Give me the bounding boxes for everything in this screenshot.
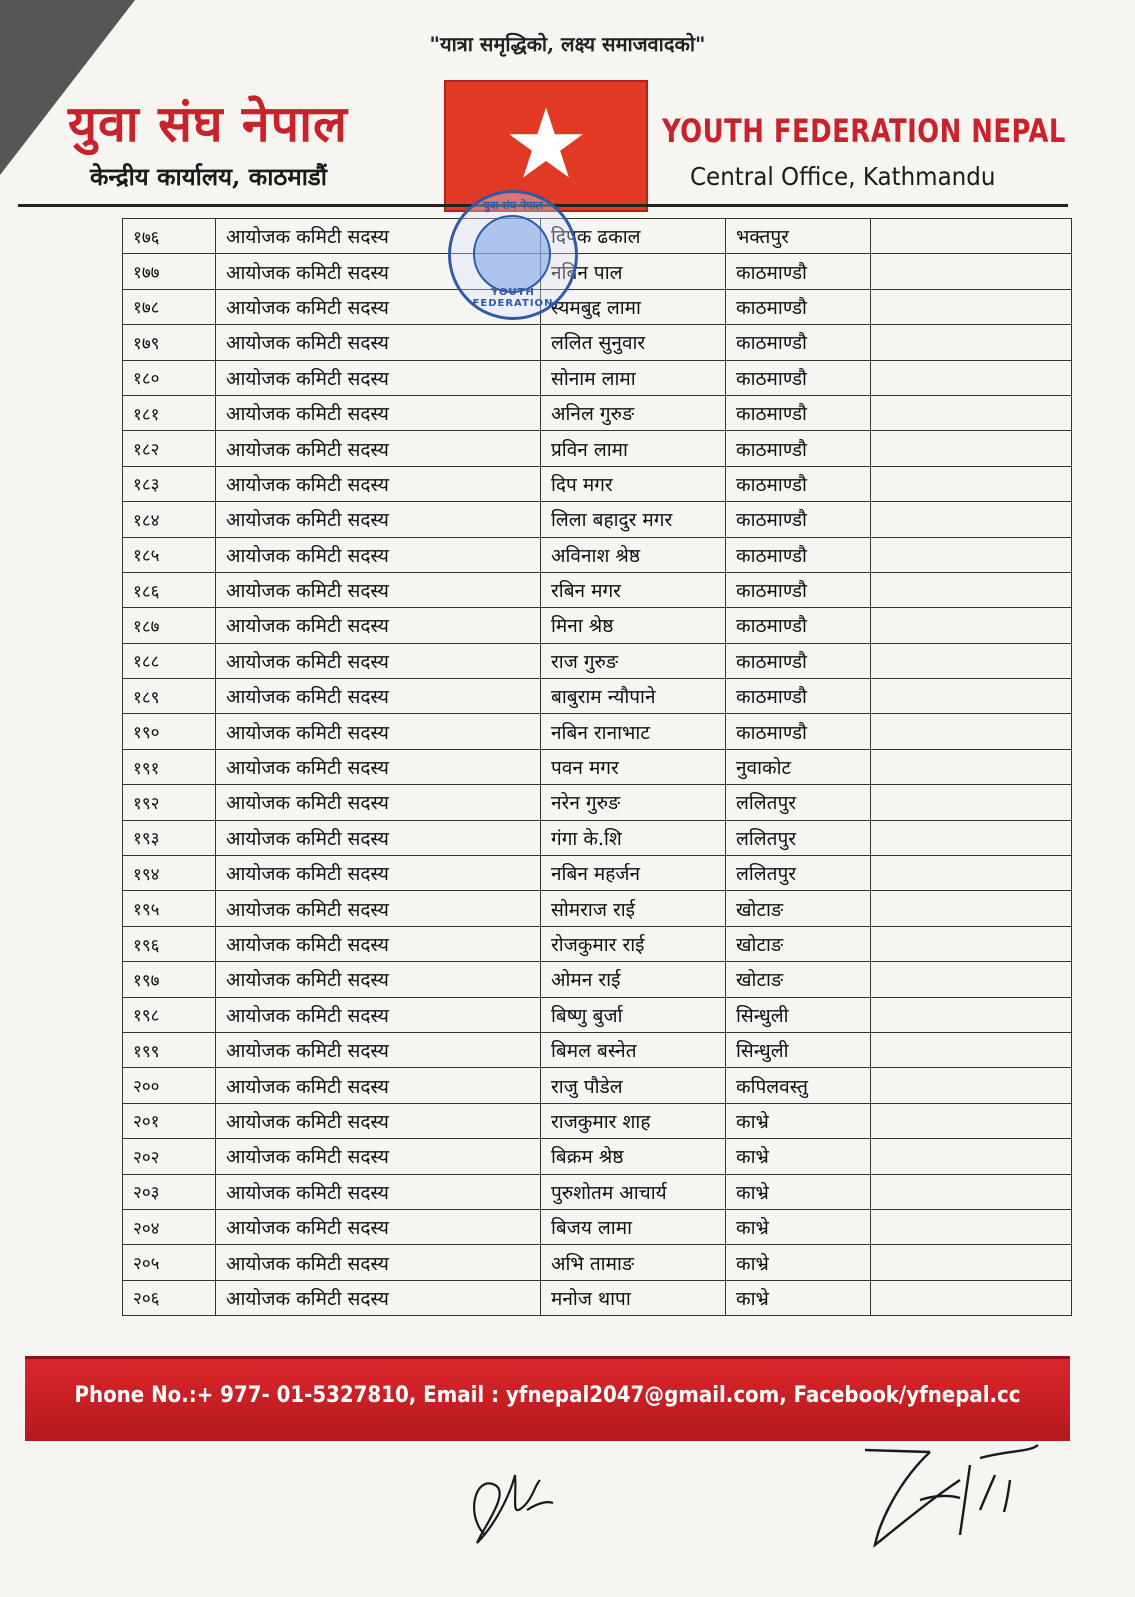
table-row bbox=[123, 1139, 1072, 1174]
row-role: आयोजक कमिटी सदस्य bbox=[216, 785, 541, 820]
row-district: खोटाङ bbox=[726, 891, 871, 926]
row-number: २०२ bbox=[123, 1139, 216, 1174]
row-role: आयोजक कमिटी सदस्य bbox=[216, 466, 541, 501]
row-name: सोनाम लामा bbox=[541, 360, 726, 395]
signature-left bbox=[455, 1455, 565, 1555]
row-blank bbox=[871, 1139, 1072, 1174]
row-name: ओमन राई bbox=[541, 962, 726, 997]
row-role: आयोजक कमिटी सदस्य bbox=[216, 1280, 541, 1315]
row-number: १९७ bbox=[123, 962, 216, 997]
row-number: १८३ bbox=[123, 466, 216, 501]
row-role: आयोजक कमिटी सदस्य bbox=[216, 1103, 541, 1138]
member-roster-table bbox=[122, 218, 1072, 1316]
table-row bbox=[123, 1280, 1072, 1315]
official-seal-stamp bbox=[448, 190, 578, 320]
table-row bbox=[123, 502, 1072, 537]
table-row bbox=[123, 1032, 1072, 1067]
table-row bbox=[123, 926, 1072, 961]
row-role: आयोजक कमिटी सदस्य bbox=[216, 608, 541, 643]
row-district: काभ्रे bbox=[726, 1139, 871, 1174]
row-number: १९२ bbox=[123, 785, 216, 820]
row-role: आयोजक कमिटी सदस्य bbox=[216, 395, 541, 430]
table-row bbox=[123, 537, 1072, 572]
row-name: अविनाश श्रेष्ठ bbox=[541, 537, 726, 572]
row-role: आयोजक कमिटी सदस्य bbox=[216, 997, 541, 1032]
row-number: २०० bbox=[123, 1068, 216, 1103]
row-blank bbox=[871, 325, 1072, 360]
row-name: मनोज थापा bbox=[541, 1280, 726, 1315]
row-name: प्रविन लामा bbox=[541, 431, 726, 466]
row-name: बाबुराम न्यौपाने bbox=[541, 679, 726, 714]
row-name: नबिन रानाभाट bbox=[541, 714, 726, 749]
row-blank bbox=[871, 643, 1072, 678]
row-name: दिपक ढकाल bbox=[541, 219, 726, 254]
row-district: काभ्रे bbox=[726, 1103, 871, 1138]
row-blank bbox=[871, 1068, 1072, 1103]
row-blank bbox=[871, 856, 1072, 891]
table-row bbox=[123, 856, 1072, 891]
row-name: बिमल बस्नेत bbox=[541, 1032, 726, 1067]
row-district: काठमाण्डौ bbox=[726, 289, 871, 324]
table-row bbox=[123, 219, 1072, 254]
row-name: रोजकुमार राई bbox=[541, 926, 726, 961]
office-english: Central Office, Kathmandu bbox=[690, 162, 996, 191]
row-number: १८९ bbox=[123, 679, 216, 714]
row-blank bbox=[871, 360, 1072, 395]
row-number: १९० bbox=[123, 714, 216, 749]
globe-icon bbox=[473, 215, 551, 293]
row-number: १९५ bbox=[123, 891, 216, 926]
table-row bbox=[123, 1068, 1072, 1103]
row-role: आयोजक कमिटी सदस्य bbox=[216, 431, 541, 466]
table-row bbox=[123, 325, 1072, 360]
row-role: आयोजक कमिटी सदस्य bbox=[216, 502, 541, 537]
row-name: सोमराज राई bbox=[541, 891, 726, 926]
row-number: १८७ bbox=[123, 608, 216, 643]
row-name: नबिन महर्जन bbox=[541, 856, 726, 891]
row-blank bbox=[871, 714, 1072, 749]
row-district: काठमाण्डौ bbox=[726, 679, 871, 714]
row-district: काठमाण्डौ bbox=[726, 254, 871, 289]
office-nepali: केन्द्रीय कार्यालय, काठमाडौं bbox=[90, 162, 327, 191]
row-blank bbox=[871, 962, 1072, 997]
seal-text-top: युवा संघ नेपाल bbox=[483, 199, 543, 212]
row-district: काठमाण्डौ bbox=[726, 395, 871, 430]
row-district: भक्तपुर bbox=[726, 219, 871, 254]
row-name: राजु पौडेल bbox=[541, 1068, 726, 1103]
table-row bbox=[123, 714, 1072, 749]
row-number: १९९ bbox=[123, 1032, 216, 1067]
row-blank bbox=[871, 1280, 1072, 1315]
row-name: बिजय लामा bbox=[541, 1209, 726, 1244]
row-district: ललितपुर bbox=[726, 785, 871, 820]
row-blank bbox=[871, 431, 1072, 466]
row-blank bbox=[871, 502, 1072, 537]
row-name: ललित सुनुवार bbox=[541, 325, 726, 360]
row-blank bbox=[871, 395, 1072, 430]
row-blank bbox=[871, 572, 1072, 607]
row-role: आयोजक कमिटी सदस्य bbox=[216, 1245, 541, 1280]
table-row bbox=[123, 749, 1072, 784]
row-role: आयोजक कमिटी सदस्य bbox=[216, 856, 541, 891]
row-number: १८० bbox=[123, 360, 216, 395]
row-blank bbox=[871, 466, 1072, 501]
row-role: आयोजक कमिटी सदस्य bbox=[216, 1139, 541, 1174]
row-number: १८४ bbox=[123, 502, 216, 537]
row-district: काठमाण्डौ bbox=[726, 360, 871, 395]
row-district: काठमाण्डौ bbox=[726, 502, 871, 537]
row-name: रबिन मगर bbox=[541, 572, 726, 607]
row-blank bbox=[871, 289, 1072, 324]
row-blank bbox=[871, 926, 1072, 961]
seal-text-bottom: YOUTH FEDERATION bbox=[472, 287, 554, 309]
row-name: लिला बहादुर मगर bbox=[541, 502, 726, 537]
table-row bbox=[123, 466, 1072, 501]
row-district: काठमाण्डौ bbox=[726, 608, 871, 643]
row-number: १८६ bbox=[123, 572, 216, 607]
row-name: बिक्रम श्रेष्ठ bbox=[541, 1139, 726, 1174]
row-blank bbox=[871, 749, 1072, 784]
row-role: आयोजक कमिटी सदस्य bbox=[216, 254, 541, 289]
slogan: "यात्रा समृद्धिको, लक्ष्य समाजवादको" bbox=[429, 32, 706, 56]
row-role: आयोजक कमिटी सदस्य bbox=[216, 714, 541, 749]
row-number: १८८ bbox=[123, 643, 216, 678]
table-row bbox=[123, 820, 1072, 855]
row-role: आयोजक कमिटी सदस्य bbox=[216, 1032, 541, 1067]
row-district: खोटाङ bbox=[726, 926, 871, 961]
table-row bbox=[123, 1245, 1072, 1280]
row-number: २०१ bbox=[123, 1103, 216, 1138]
row-role: आयोजक कमिटी सदस्य bbox=[216, 1174, 541, 1209]
row-blank bbox=[871, 254, 1072, 289]
row-blank bbox=[871, 1245, 1072, 1280]
row-name: पुरुशोतम आचार्य bbox=[541, 1174, 726, 1209]
row-number: १८५ bbox=[123, 537, 216, 572]
row-name: अभि तामाङ bbox=[541, 1245, 726, 1280]
row-name: नबिन पाल bbox=[541, 254, 726, 289]
row-number: २०५ bbox=[123, 1245, 216, 1280]
row-district: खोटाङ bbox=[726, 962, 871, 997]
table-row bbox=[123, 572, 1072, 607]
row-district: काठमाण्डौ bbox=[726, 714, 871, 749]
table-row bbox=[123, 360, 1072, 395]
row-district: काठमाण्डौ bbox=[726, 466, 871, 501]
table-row bbox=[123, 608, 1072, 643]
table-row bbox=[123, 962, 1072, 997]
table-row bbox=[123, 643, 1072, 678]
row-blank bbox=[871, 1174, 1072, 1209]
row-district: नुवाकोट bbox=[726, 749, 871, 784]
row-blank bbox=[871, 1032, 1072, 1067]
row-district: काभ्रे bbox=[726, 1209, 871, 1244]
row-number: १९६ bbox=[123, 926, 216, 961]
row-number: १८१ bbox=[123, 395, 216, 430]
row-blank bbox=[871, 1209, 1072, 1244]
row-number: २०६ bbox=[123, 1280, 216, 1315]
row-blank bbox=[871, 891, 1072, 926]
table-row bbox=[123, 254, 1072, 289]
row-number: १७६ bbox=[123, 219, 216, 254]
row-name: मिना श्रेष्ठ bbox=[541, 608, 726, 643]
row-number: २०३ bbox=[123, 1174, 216, 1209]
row-role: आयोजक कमिटी सदस्य bbox=[216, 219, 541, 254]
row-name: अनिल गुरुङ bbox=[541, 395, 726, 430]
table-row bbox=[123, 431, 1072, 466]
row-district: काठमाण्डौ bbox=[726, 431, 871, 466]
row-blank bbox=[871, 785, 1072, 820]
row-name: राजकुमार शाह bbox=[541, 1103, 726, 1138]
row-district: काठमाण्डौ bbox=[726, 643, 871, 678]
row-role: आयोजक कमिटी सदस्य bbox=[216, 962, 541, 997]
table-row bbox=[123, 1103, 1072, 1138]
contact-info: Phone No.:+ 977- 01-5327810, Email : yfnepal2047@gmail.com, Facebook/yfnepal.cc bbox=[74, 1383, 1021, 1408]
row-blank bbox=[871, 537, 1072, 572]
footer-contact-bar bbox=[25, 1356, 1070, 1441]
table-row bbox=[123, 891, 1072, 926]
row-role: आयोजक कमिटी सदस्य bbox=[216, 1209, 541, 1244]
row-role: आयोजक कमिटी सदस्य bbox=[216, 572, 541, 607]
row-name: नरेन गुरुङ bbox=[541, 785, 726, 820]
row-name: राज गुरुङ bbox=[541, 643, 726, 678]
signature-right bbox=[860, 1440, 1040, 1555]
row-role: आयोजक कमिटी सदस्य bbox=[216, 289, 541, 324]
row-district: काभ्रे bbox=[726, 1174, 871, 1209]
table-row bbox=[123, 997, 1072, 1032]
row-district: ललितपुर bbox=[726, 820, 871, 855]
row-number: १७८ bbox=[123, 289, 216, 324]
row-number: १९८ bbox=[123, 997, 216, 1032]
row-blank bbox=[871, 820, 1072, 855]
row-district: काभ्रे bbox=[726, 1245, 871, 1280]
row-role: आयोजक कमिटी सदस्य bbox=[216, 325, 541, 360]
table-row bbox=[123, 395, 1072, 430]
table-row bbox=[123, 289, 1072, 324]
row-district: सिन्धुली bbox=[726, 997, 871, 1032]
row-role: आयोजक कमिटी सदस्य bbox=[216, 891, 541, 926]
row-district: कपिलवस्तु bbox=[726, 1068, 871, 1103]
row-number: १९३ bbox=[123, 820, 216, 855]
row-blank bbox=[871, 679, 1072, 714]
row-blank bbox=[871, 219, 1072, 254]
table-row bbox=[123, 1174, 1072, 1209]
roster-body bbox=[123, 219, 1072, 1316]
star-icon: ★ bbox=[502, 88, 590, 201]
table-row bbox=[123, 785, 1072, 820]
row-role: आयोजक कमिटी सदस्य bbox=[216, 537, 541, 572]
row-number: २०४ bbox=[123, 1209, 216, 1244]
row-number: १८२ bbox=[123, 431, 216, 466]
row-name: पवन मगर bbox=[541, 749, 726, 784]
row-role: आयोजक कमिटी सदस्य bbox=[216, 820, 541, 855]
row-role: आयोजक कमिटी सदस्य bbox=[216, 360, 541, 395]
row-name: गंगा के.शि bbox=[541, 820, 726, 855]
table-row bbox=[123, 679, 1072, 714]
row-number: १७७ bbox=[123, 254, 216, 289]
row-district: काठमाण्डौ bbox=[726, 572, 871, 607]
row-name: दिप मगर bbox=[541, 466, 726, 501]
row-role: आयोजक कमिटी सदस्य bbox=[216, 679, 541, 714]
row-name: स्यमबुद्द लामा bbox=[541, 289, 726, 324]
row-district: ललितपुर bbox=[726, 856, 871, 891]
row-number: १९४ bbox=[123, 856, 216, 891]
row-number: १७९ bbox=[123, 325, 216, 360]
party-flag-logo bbox=[444, 80, 648, 212]
org-name-nepali: युवा संघ नेपाल bbox=[68, 94, 348, 153]
row-name: बिष्णु बुर्जा bbox=[541, 997, 726, 1032]
row-blank bbox=[871, 997, 1072, 1032]
row-number: १९१ bbox=[123, 749, 216, 784]
row-blank bbox=[871, 608, 1072, 643]
row-role: आयोजक कमिटी सदस्य bbox=[216, 926, 541, 961]
table-row bbox=[123, 1209, 1072, 1244]
row-district: काठमाण्डौ bbox=[726, 325, 871, 360]
row-blank bbox=[871, 1103, 1072, 1138]
row-district: सिन्धुली bbox=[726, 1032, 871, 1067]
row-role: आयोजक कमिटी सदस्य bbox=[216, 643, 541, 678]
row-district: काभ्रे bbox=[726, 1280, 871, 1315]
org-name-english: YOUTH FEDERATION NEPAL bbox=[662, 112, 1066, 150]
row-role: आयोजक कमिटी सदस्य bbox=[216, 1068, 541, 1103]
row-district: काठमाण्डौ bbox=[726, 537, 871, 572]
row-role: आयोजक कमिटी सदस्य bbox=[216, 749, 541, 784]
